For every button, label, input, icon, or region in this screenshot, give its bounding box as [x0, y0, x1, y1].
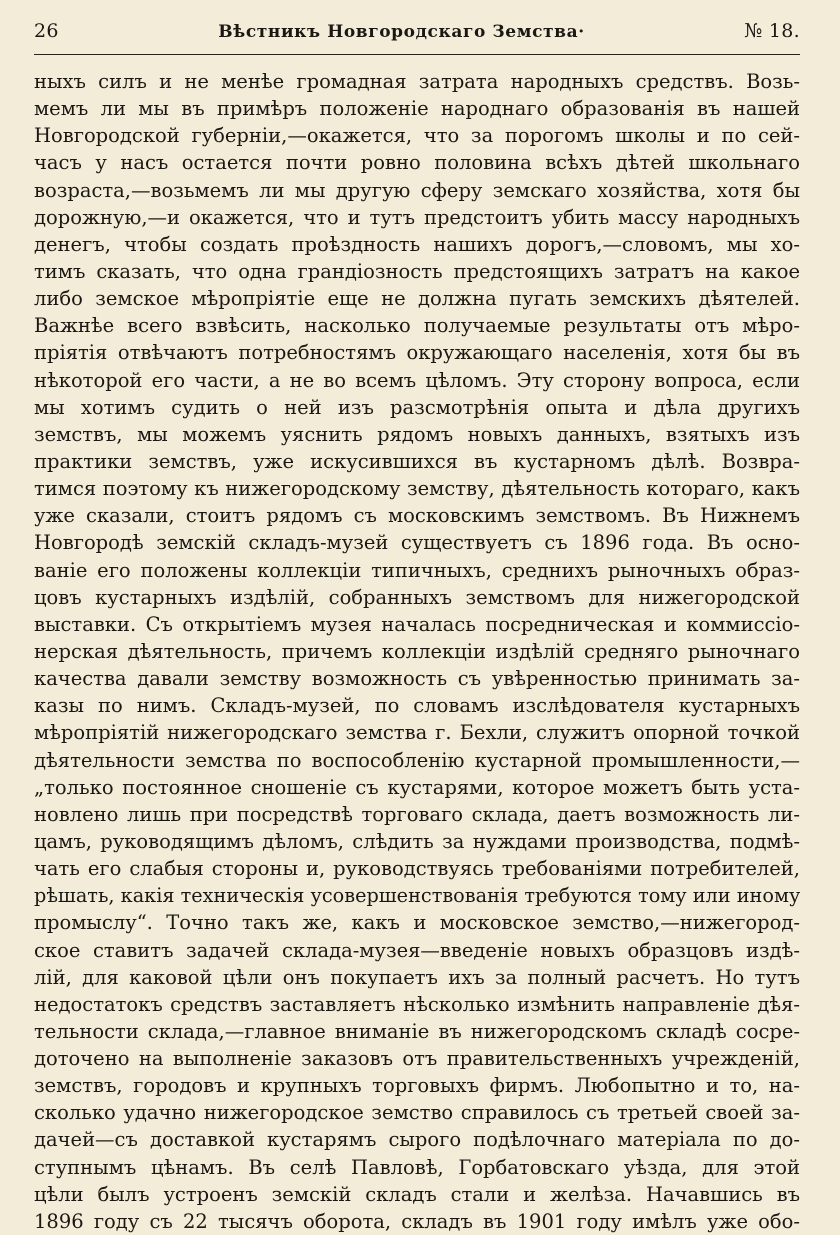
text-line: цамъ, руководящимъ дѣломъ, слѣдить за нуждами производства, подмѣ-	[34, 829, 800, 853]
text-line: цѣли былъ устроенъ земскій складъ стали и желѣза. Начавшись въ	[34, 1182, 800, 1206]
text-line: мемъ ли мы въ примѣръ положеніе народнаго образованія въ нашей	[34, 97, 800, 121]
journal-title: Вѣстникъ Новгородскаго Земства·	[218, 22, 585, 42]
text-line: качества давали земству возможность съ увѣренностью принимать за-	[34, 667, 800, 691]
text-line: Новгородской губерніи,—окажется, что за порогомъ школы и по сей-	[34, 124, 800, 148]
text-line: чать его слабыя стороны и, руководствуясь требованіями потребителей,	[34, 857, 800, 881]
header-rule	[34, 54, 800, 55]
page-number: 26	[34, 20, 59, 42]
text-line: либо земское мѣропріятіе еще не должна пугать земскихъ дѣятелей.	[34, 287, 800, 311]
text-line: нѣкоторой его части, а не во всемъ цѣломъ. Эту сторону вопроса, если	[34, 368, 800, 392]
text-line: земствъ, мы можемъ уяснить рядомъ новыхъ данныхъ, взятыхъ изъ	[34, 422, 800, 446]
text-line: выставки. Съ открытіемъ музея началась посредническая и коммиссіо-	[34, 612, 800, 636]
text-line: ваніе его положены коллекціи типичныхъ, среднихъ рыночныхъ образ-	[34, 558, 800, 582]
text-line: „только постоянное сношеніе съ кустарями, которое можетъ быть уста-	[34, 775, 800, 799]
text-line: мѣропріятій нижегородскаго земства г. Бехли, служитъ опорной точкой	[34, 721, 800, 745]
text-line: лій, для каковой цѣли онъ покупаетъ ихъ за полный расчетъ. Но тутъ	[34, 965, 800, 989]
text-line: сколько удачно нижегородское земство справилось съ третьей своей за-	[34, 1101, 800, 1125]
text-line: тимъ сказать, что одна грандіозность предстоящихъ затратъ на какое	[34, 259, 800, 283]
text-line: земствъ, городовъ и крупныхъ торговыхъ фирмъ. Любопытно и то, на-	[34, 1074, 800, 1098]
article-body	[34, 68, 800, 1235]
text-line: денегъ, чтобы создать проѣздность нашихъ дорогъ,—словомъ, мы хо-	[34, 232, 800, 256]
text-line: пріятія отвѣчаютъ потребностямъ окружающаго населенія, хотя бы въ	[34, 341, 800, 365]
text-line: дѣятельности земства по воспособленію кустарной промышленности,—	[34, 748, 800, 772]
text-line: дачей—съ доставкой кустарямъ сырого подѣлочнаго матеріала по до-	[34, 1128, 800, 1152]
text-line: уже сказали, стоитъ рядомъ съ московскимъ земствомъ. Въ Нижнемъ	[34, 504, 800, 528]
text-line: доточено на выполненіе заказовъ отъ правительственныхъ учрежденій,	[34, 1047, 800, 1071]
text-line: Новгородѣ земскій складъ-музей существуетъ съ 1896 года. Въ осно-	[34, 531, 800, 555]
text-line: ныхъ силъ и не менѣе громадная затрата народныхъ средствъ. Возь-	[34, 70, 800, 93]
text-line: цовъ кустарныхъ издѣлій, собранныхъ земствомъ для нижегородской	[34, 585, 800, 609]
running-header	[34, 20, 800, 48]
text-line: часъ у насъ остается почти ровно половина всѣхъ дѣтей школьнаго	[34, 151, 800, 175]
text-line: промыслу“. Точно такъ же, какъ и московское земство,—нижегород-	[34, 911, 800, 935]
text-line: тельности склада,—главное вниманіе въ нижегородскомъ складѣ сосре-	[34, 1019, 800, 1043]
text-line: новлено лишь при посредствѣ торговаго склада, даетъ возможность ли-	[34, 802, 800, 826]
text-line: недостатокъ средствъ заставляетъ нѣсколько измѣнить направленіе дѣя-	[34, 992, 800, 1016]
text-line: ступнымъ цѣнамъ. Въ селѣ Павловѣ, Горбатовскаго уѣзда, для этой	[34, 1155, 800, 1179]
text-line: Важнѣе всего взвѣсить, насколько получаемые результаты отъ мѣро-	[34, 314, 800, 338]
text-line: ское ставитъ задачей склада-музея—введеніе новыхъ образцовъ издѣ-	[34, 938, 800, 962]
text-line: дорожную,—и окажется, что и тутъ предстоитъ убить массу народныхъ	[34, 205, 800, 229]
text-line: мы хотимъ судить о ней изъ разсмотрѣнія опыта и дѣла другихъ	[34, 395, 800, 419]
text-line: рѣшать, какія техническія усовершенствованія требуются тому или иному	[34, 884, 800, 908]
text-line: практики земствъ, уже искусившихся въ кустарномъ дѣлѣ. Возвра-	[34, 449, 800, 473]
text-line: казы по нимъ. Складъ-музей, по словамъ изслѣдователя кустарныхъ	[34, 694, 800, 718]
text-line: тимся поэтому къ нижегородскому земству, дѣятельность котораго, какъ	[34, 477, 800, 501]
text-line: нерская дѣятельность, причемъ коллекціи издѣлій средняго рыночнаго	[34, 639, 800, 663]
text-line: 1896 году съ 22 тысячъ оборота, складъ въ 1901 году имѣлъ уже обо-	[34, 1209, 800, 1233]
issue-number: № 18.	[744, 20, 800, 42]
text-line: возраста,—возьмемъ ли мы другую сферу земскаго хозяйства, хотя бы	[34, 178, 800, 202]
